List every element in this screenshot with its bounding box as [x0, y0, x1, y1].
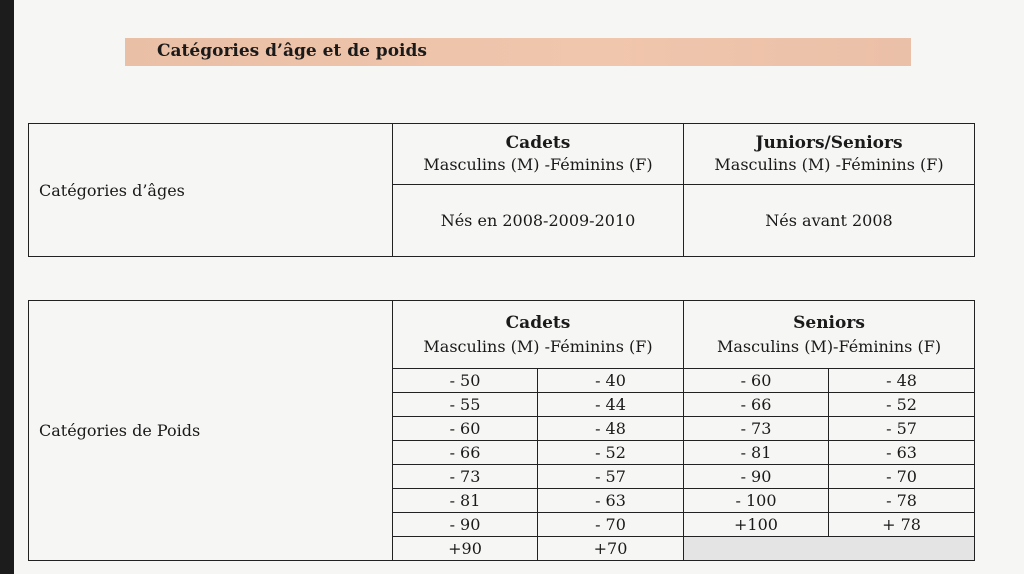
weight-group-subtitle: Masculins (M) -Féminins (F) — [423, 336, 653, 356]
weight-group-title: Seniors — [793, 312, 865, 333]
weight-cell: - 60 — [684, 369, 829, 393]
age-group-subtitle: Masculins (M) -Féminins (F) — [714, 155, 944, 174]
weight-cell: - 57 — [538, 465, 684, 489]
age-group-title: Juniors/Seniors — [755, 133, 903, 153]
age-group-header-juniors-seniors — [684, 124, 975, 185]
age-group-value: Nés avant 2008 — [684, 185, 975, 257]
weight-cell: - 90 — [684, 465, 829, 489]
weight-cell: - 66 — [393, 441, 538, 465]
weight-cell: - 44 — [538, 393, 684, 417]
weight-group-header-cadets — [393, 301, 684, 369]
weight-cell: - 63 — [829, 441, 975, 465]
weight-cell: - 81 — [393, 489, 538, 513]
weight-cell: - 90 — [393, 513, 538, 537]
weight-cell: - 52 — [538, 441, 684, 465]
weight-categories-table — [28, 300, 975, 561]
weight-cell: - 73 — [393, 465, 538, 489]
weight-cell: +70 — [538, 537, 684, 561]
page-left-edge — [0, 0, 14, 574]
weight-cell: - 57 — [829, 417, 975, 441]
weight-cell: +100 — [684, 513, 829, 537]
weight-cell: - 73 — [684, 417, 829, 441]
weight-cell: - 70 — [538, 513, 684, 537]
weight-cell: - 40 — [538, 369, 684, 393]
age-row-label: Catégories d’âges — [29, 124, 393, 257]
weight-cell: + 78 — [829, 513, 975, 537]
weight-cell: - 50 — [393, 369, 538, 393]
age-group-header-cadets — [393, 124, 684, 185]
weight-group-subtitle: Masculins (M)-Féminins (F) — [716, 336, 942, 356]
weight-cell: - 48 — [538, 417, 684, 441]
weight-cell: - 63 — [538, 489, 684, 513]
weight-cell: - 55 — [393, 393, 538, 417]
age-group-value: Nés en 2008-2009-2010 — [393, 185, 684, 257]
weight-cell: - 70 — [829, 465, 975, 489]
weight-cell: - 60 — [393, 417, 538, 441]
age-group-subtitle: Masculins (M) -Féminins (F) — [423, 155, 653, 174]
age-group-title: Cadets — [505, 133, 571, 153]
weight-group-title: Cadets — [505, 312, 571, 333]
weight-cell: +90 — [393, 537, 538, 561]
age-categories-table — [28, 123, 975, 257]
section-heading-band — [125, 38, 911, 66]
weight-group-header-seniors — [684, 301, 975, 369]
weight-cell: - 52 — [829, 393, 975, 417]
empty-cell — [684, 537, 975, 561]
section-title: Catégories d’âge et de poids — [157, 41, 427, 61]
weight-row-label: Catégories de Poids — [29, 301, 393, 561]
weight-cell: - 66 — [684, 393, 829, 417]
weight-cell: - 78 — [829, 489, 975, 513]
weight-cell: - 81 — [684, 441, 829, 465]
weight-cell: - 100 — [684, 489, 829, 513]
weight-cell: - 48 — [829, 369, 975, 393]
